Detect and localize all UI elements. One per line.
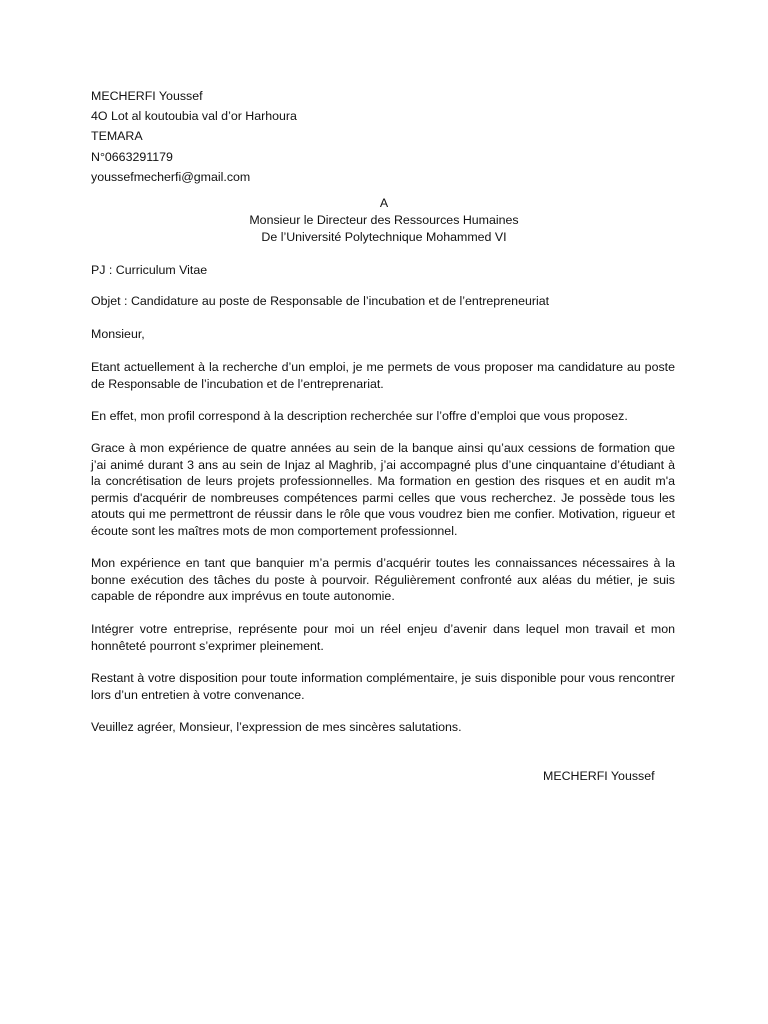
recipient-organization: De l’Université Polytechnique Mohammed VI: [261, 230, 507, 244]
recipient-block: [0, 195, 768, 246]
closing-paragraph: Veuillez agréer, Monsieur, l’expression de mes sincères salutations.: [91, 720, 462, 734]
sender-block: [91, 86, 297, 187]
recipient-prefix: A: [379, 196, 389, 210]
sender-phone: N°0663291179: [91, 149, 173, 164]
body-paragraph: Etant actuellement à la recherche d’un emploi, je me permets de vous proposer ma candidature au poste de Responsable de l’incubation et de l’entreprenariat.: [91, 360, 675, 391]
sender-city: TEMARA: [91, 129, 143, 144]
body-paragraph: En effet, mon profil correspond à la description recherchée sur l’offre d’emploi que vous proposez.: [91, 409, 628, 423]
subject-line: Objet : Candidature au poste de Responsable de l’incubation et de l’entrepreneuriat: [91, 294, 550, 308]
salutation: Monsieur,: [91, 327, 145, 341]
body-paragraph: Grace à mon expérience de quatre années au sein de la banque ainsi qu’aux cessions de formation que j’ai animé durant 3 ans au sein de Injaz al Maghrib, j’ai accompagné plus d’une cinquantaine d’étudiant à la concrétisation de leurs projets professionnelles. Ma formation en gestion des risques et en audit m'a permis d'acquérir de nombreuses compétences parmi celles que vous recherchez. Je possède tous les atouts qui me permettront de réussir dans le rôle que vous voudrez bien me confier. Motivation, rigueur et écoute sont les maîtres mots de mon comportement professionnel.: [91, 441, 675, 538]
body-paragraph: Mon expérience en tant que banquier m’a permis d’acquérir toutes les connaissances nécessaires à la bonne exécution des tâches du poste à pourvoir. Régulièrement confronté aux aléas du métier, je suis capable de répondre aux imprévus en toute autonomie.: [91, 556, 675, 604]
body-paragraph: Restant à votre disposition pour toute information complémentaire, je suis disponible pour vous rencontrer lors d’un entretien à votre convenance.: [91, 671, 675, 702]
body-paragraph: Intégrer votre entreprise, représente pour moi un réel enjeu d’avenir dans lequel mon travail et mon honnêteté pourront s’exprimer pleinement.: [91, 622, 675, 653]
sender-name: MECHERFI Youssef: [91, 89, 203, 103]
sender-email: youssefmecherfi@gmail.com: [91, 169, 251, 184]
attachment-line: PJ : Curriculum Vitae: [91, 263, 208, 277]
signature-name: MECHERFI Youssef: [543, 769, 655, 783]
recipient-title: Monsieur le Directeur des Ressources Humaines: [249, 213, 519, 227]
sender-address: 4O Lot al koutoubia val d’or Harhoura: [91, 109, 297, 124]
